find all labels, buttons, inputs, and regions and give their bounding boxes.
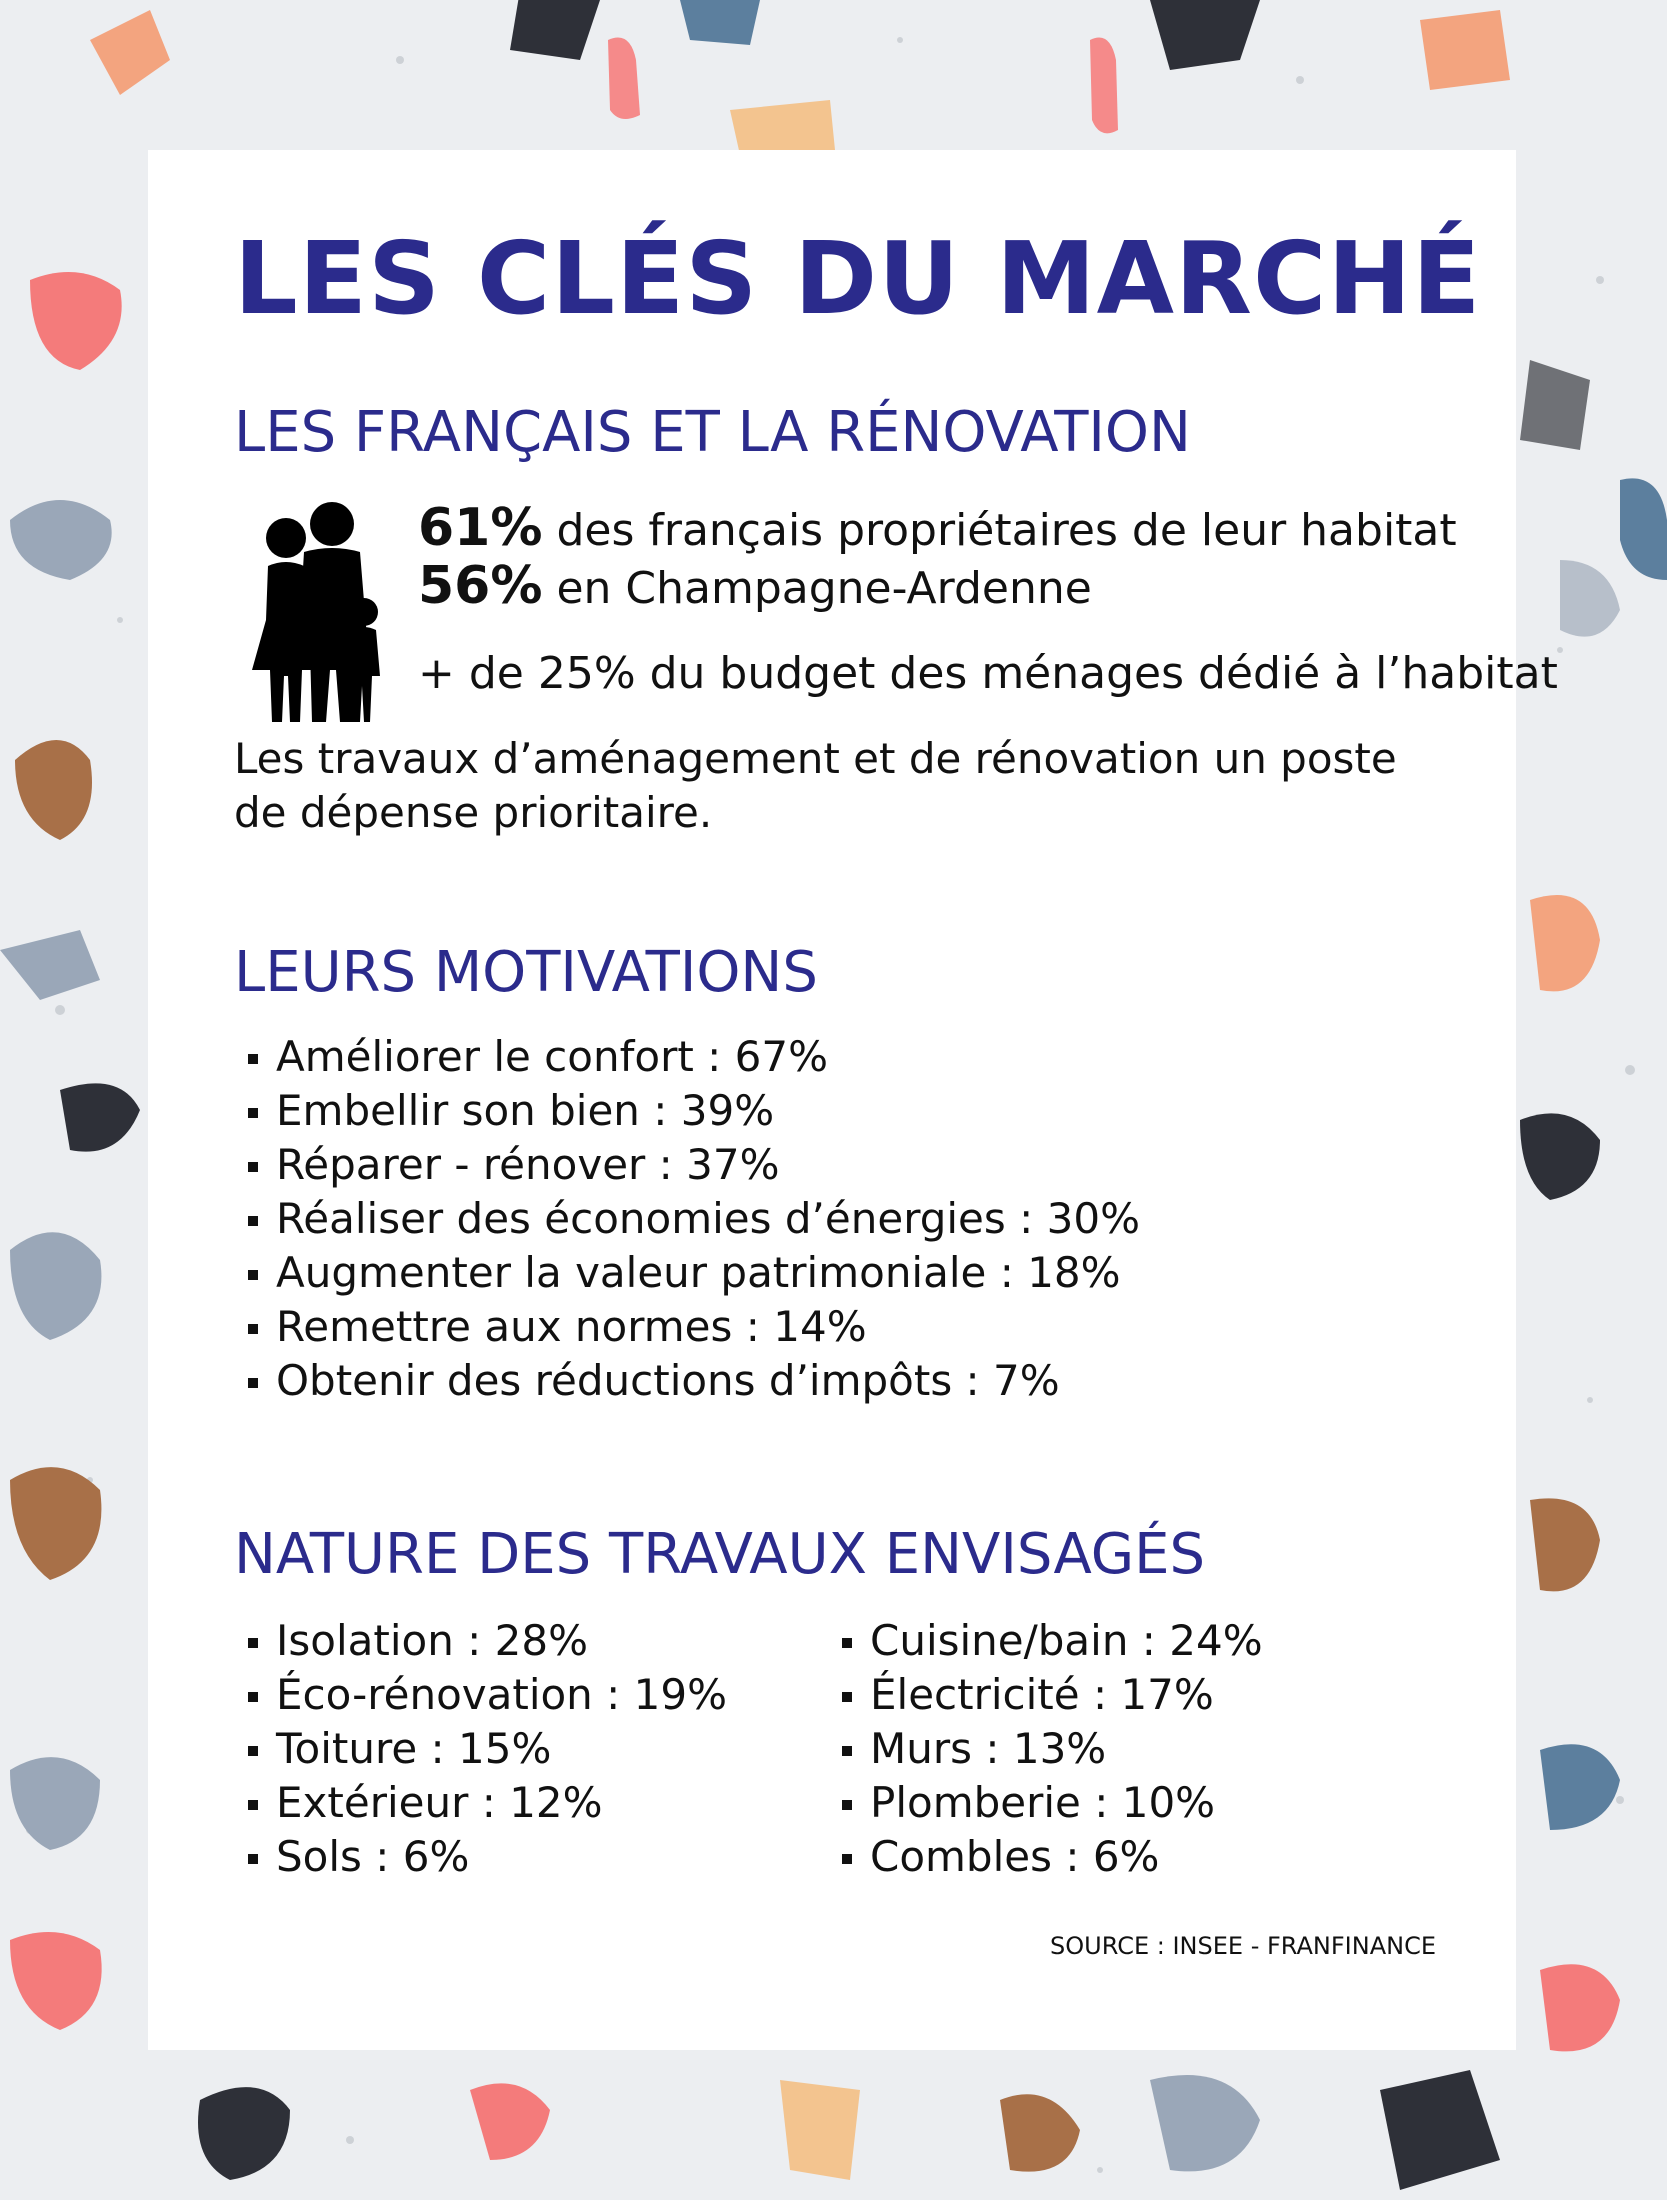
list-item: Obtenir des réductions d’impôts : 7%	[234, 1354, 1140, 1408]
list-item: Éco-rénovation : 19%	[234, 1668, 727, 1722]
list-item: Augmenter la valeur patrimoniale : 18%	[234, 1246, 1140, 1300]
stat-owners-region-text: en Champagne-Ardenne	[542, 563, 1092, 614]
list-item: Embellir son bien : 39%	[234, 1084, 1140, 1138]
list-item: Sols : 6%	[234, 1830, 727, 1884]
list-item: Électricité : 17%	[828, 1668, 1263, 1722]
source-credit: SOURCE : INSEE - FRANFINANCE	[1050, 1932, 1436, 1960]
stat-owners-region-value: 56%	[418, 556, 543, 616]
travaux-list-right	[828, 1614, 1263, 1884]
stat-owners-france-value: 61%	[418, 498, 543, 558]
family-icon	[244, 500, 394, 722]
motivations-list	[234, 1030, 1140, 1408]
list-item: Toiture : 15%	[234, 1722, 727, 1776]
list-item: Combles : 6%	[828, 1830, 1263, 1884]
stat-budget: + de 25% du budget des ménages dédié à l’habitat	[418, 648, 1558, 699]
stat-owners-france-text: des français propriétaires de leur habitat	[542, 505, 1457, 556]
list-item: Plomberie : 10%	[828, 1776, 1263, 1830]
renovation-paragraph: Les travaux d’aménagement et de rénovation un poste de dépense prioritaire.	[234, 734, 1397, 837]
list-item: Réparer - rénover : 37%	[234, 1138, 1140, 1192]
list-item: Murs : 13%	[828, 1722, 1263, 1776]
section-title-travaux: NATURE DES TRAVAUX ENVISAGÉS	[234, 1522, 1206, 1587]
page-title: LES CLÉS DU MARCHÉ	[234, 220, 1482, 337]
travaux-list-left	[234, 1614, 727, 1884]
list-item: Réaliser des économies d’énergies : 30%	[234, 1192, 1140, 1246]
list-item: Améliorer le confort : 67%	[234, 1030, 1140, 1084]
list-item: Cuisine/bain : 24%	[828, 1614, 1263, 1668]
stat-owners-region	[418, 556, 1092, 616]
list-item: Extérieur : 12%	[234, 1776, 727, 1830]
stat-owners-france	[418, 498, 1457, 558]
section-title-motivations: LEURS MOTIVATIONS	[234, 940, 818, 1005]
section-title-renovation: LES FRANÇAIS ET LA RÉNOVATION	[234, 400, 1191, 465]
list-item: Remettre aux normes : 14%	[234, 1300, 1140, 1354]
content-card	[148, 150, 1558, 2050]
list-item: Isolation : 28%	[234, 1614, 727, 1668]
